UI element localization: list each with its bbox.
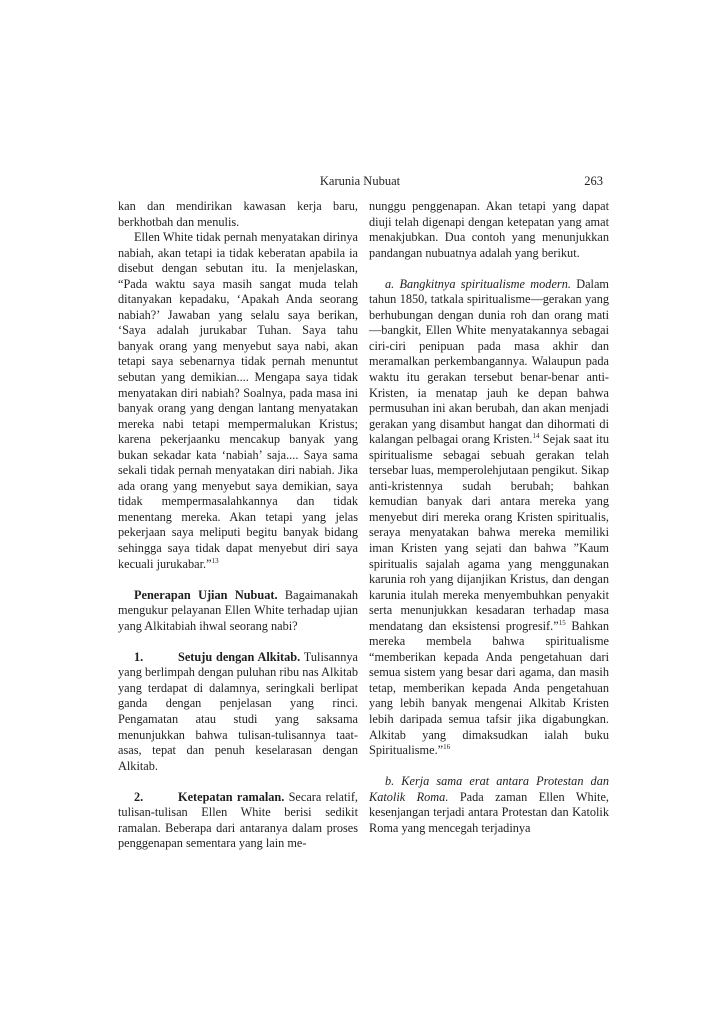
paragraph [369,277,609,759]
section-heading: Ketepatan ramalan. [178,789,285,804]
paragraph [118,790,358,852]
footnote-ref: 15 [558,618,566,627]
section-heading: b. Kerja sama erat antara Protestan dan Katolik Roma. [369,774,609,804]
paragraph-text: Pada zaman Ellen White, kesenjangan terjadi antara Protestan dan Katolik Roma yang mencegah terjadinya [369,789,609,835]
paragraph [118,230,358,572]
paragraph-text: Bahkan mereka membela bahwa spiritualisme “memberikan kepada Anda pengetahuan dari semua sistem yang besar dari agama, dan masih tetap, memberikan kepada Anda pengetahuan yang lebih banyak mengenai Alkitab Kristen lebih daripada semua tafsir jika digabungkan. Alkitab yang dimaksudkan ialah buku Spiritualisme.” [369,618,609,758]
running-title: Karunia Nubuat [319,174,401,188]
paragraph-text: Dalam tahun 1850, tatkala spiritualisme—gerakan yang berhubungan dengan dunia roh dan orang mati—bangkit, Ellen White menyatakannya sebagai ciri-ciri penipuan pada masa akhir dan meramalkan perkembangannya. Walaupun pada waktu itu gerakan tersebut benar-benar anti-Kristen, ia menatap jauh ke depan bahwa permusuhan ini akan berubah, dan akan menjadi gerakan yang disambut hangat dan dihormati di kalangan pelbagai orang Kristen. [369,276,609,447]
paragraph: nunggu penggenapan. Akan tetapi yang dapat diuji telah digenapi dengan ketepatan yang amat menakjubkan. Dua contoh yang menunjukkan pandangan nubuatnya adalah yang berikut. [369,199,609,260]
paragraph-text: Bagaimanakah mengukur pelayanan Ellen White terhadap ujian yang Alkitabiah ihwal seorang nabi? [118,587,358,633]
paragraph: kan dan mendirikan kawasan kerja baru, berkhotbah dan menulis. [118,199,358,229]
left-column [118,199,358,852]
paragraph-text: Ellen White tidak pernah menyatakan dirinya nabiah, akan tetapi ia tidak keberatan apabila ia disebut dengan sebutan itu. Ia menjelaskan, “Pada waktu saya masih sangat muda telah ditanyakan kepadaku, ‘Apakah Anda seorang nabiah?’ Jawaban yang selalu saya berikan, ‘Saya adalah jurukabar Tuhan. Saya tahu banyak orang yang menyebut saya nabi, akan tetapi saya sebenarnya tidak pernah menuntut sebutan yang demikian.... Mengapa saya tidak menyatakan diri nabiah? Soalnya, pada masa ini banyak orang yang dengan lantang menyatakan mereka nabi tetapi mempermalukan Kristus; karena pekerjaanku mencakup banyak yang bukan sekadar kata ‘nabiah’ saja.... Saya sama sekali tidak pernah menyatakan diri nabiah. Jika ada orang yang menyebut saya demikian, saya tidak mempermasalahkannya dan tidak menentang mereka. Akan tetapi yang jelas pekerjaan saya meliputi begitu banyak bidang sehingga saya tidak dapat menyebut diri saya kecuali jurukabar.” [118,230,358,571]
list-number: 2. [134,789,144,804]
paragraph [118,588,358,635]
paragraph [369,774,609,836]
page-number: 263 [584,174,603,188]
footnote-ref: 13 [211,556,219,565]
section-heading: Penerapan Ujian Nubuat. [134,587,278,602]
section-heading: Setuju dengan Alkitab. [178,649,301,664]
paragraph-text: Tulisannya yang berlimpah dengan puluhan ribu nas Alkitab yang terdapat di dalamnya, seringkali berlipat ganda dengan penjelasan yang rinci. Pengamatan atau studi yang saksama menunjukkan bahwa tulisan-tulisannya taat-asas, tepat dan penuh keselarasan dengan Alkitab. [118,649,359,773]
list-number: 1. [134,649,144,664]
section-heading: a. Bangkitnya spiritualisme modern. [385,276,571,291]
paragraph-text: Secara relatif, tulisan-tulisan Ellen White berisi sedikit ramalan. Beberapa dari antaranya dalam proses penggenapan sementara yang lain me- [118,789,359,851]
right-column [369,199,609,836]
paragraph [118,650,358,774]
paragraph-text: Sejak saat itu spiritualisme sebagai sebuah gerakan telah tersebar luas, memperolehjutaan pengikut. Sikap anti-kristennya sudah berubah; bahkan kemudian banyak dari antara mereka yang menyebut diri mereka orang Kristen spiritualis, seraya menyatakan bahwa mereka memiliki iman Kristen yang sejati dan bahwa ”Kaum spiritualis sajalah agama yang menggunakan karunia roh yang dijanjikan Kristus, dan dengan karunia itulah mereka menyembuhkan penyakit serta menunjukkan kesadaran terhadap masa mendatang dan eksistensi progresif.” [369,432,609,633]
running-header [117,172,603,190]
footnote-ref: 16 [443,743,451,751]
footnote-ref: 14 [532,432,540,441]
